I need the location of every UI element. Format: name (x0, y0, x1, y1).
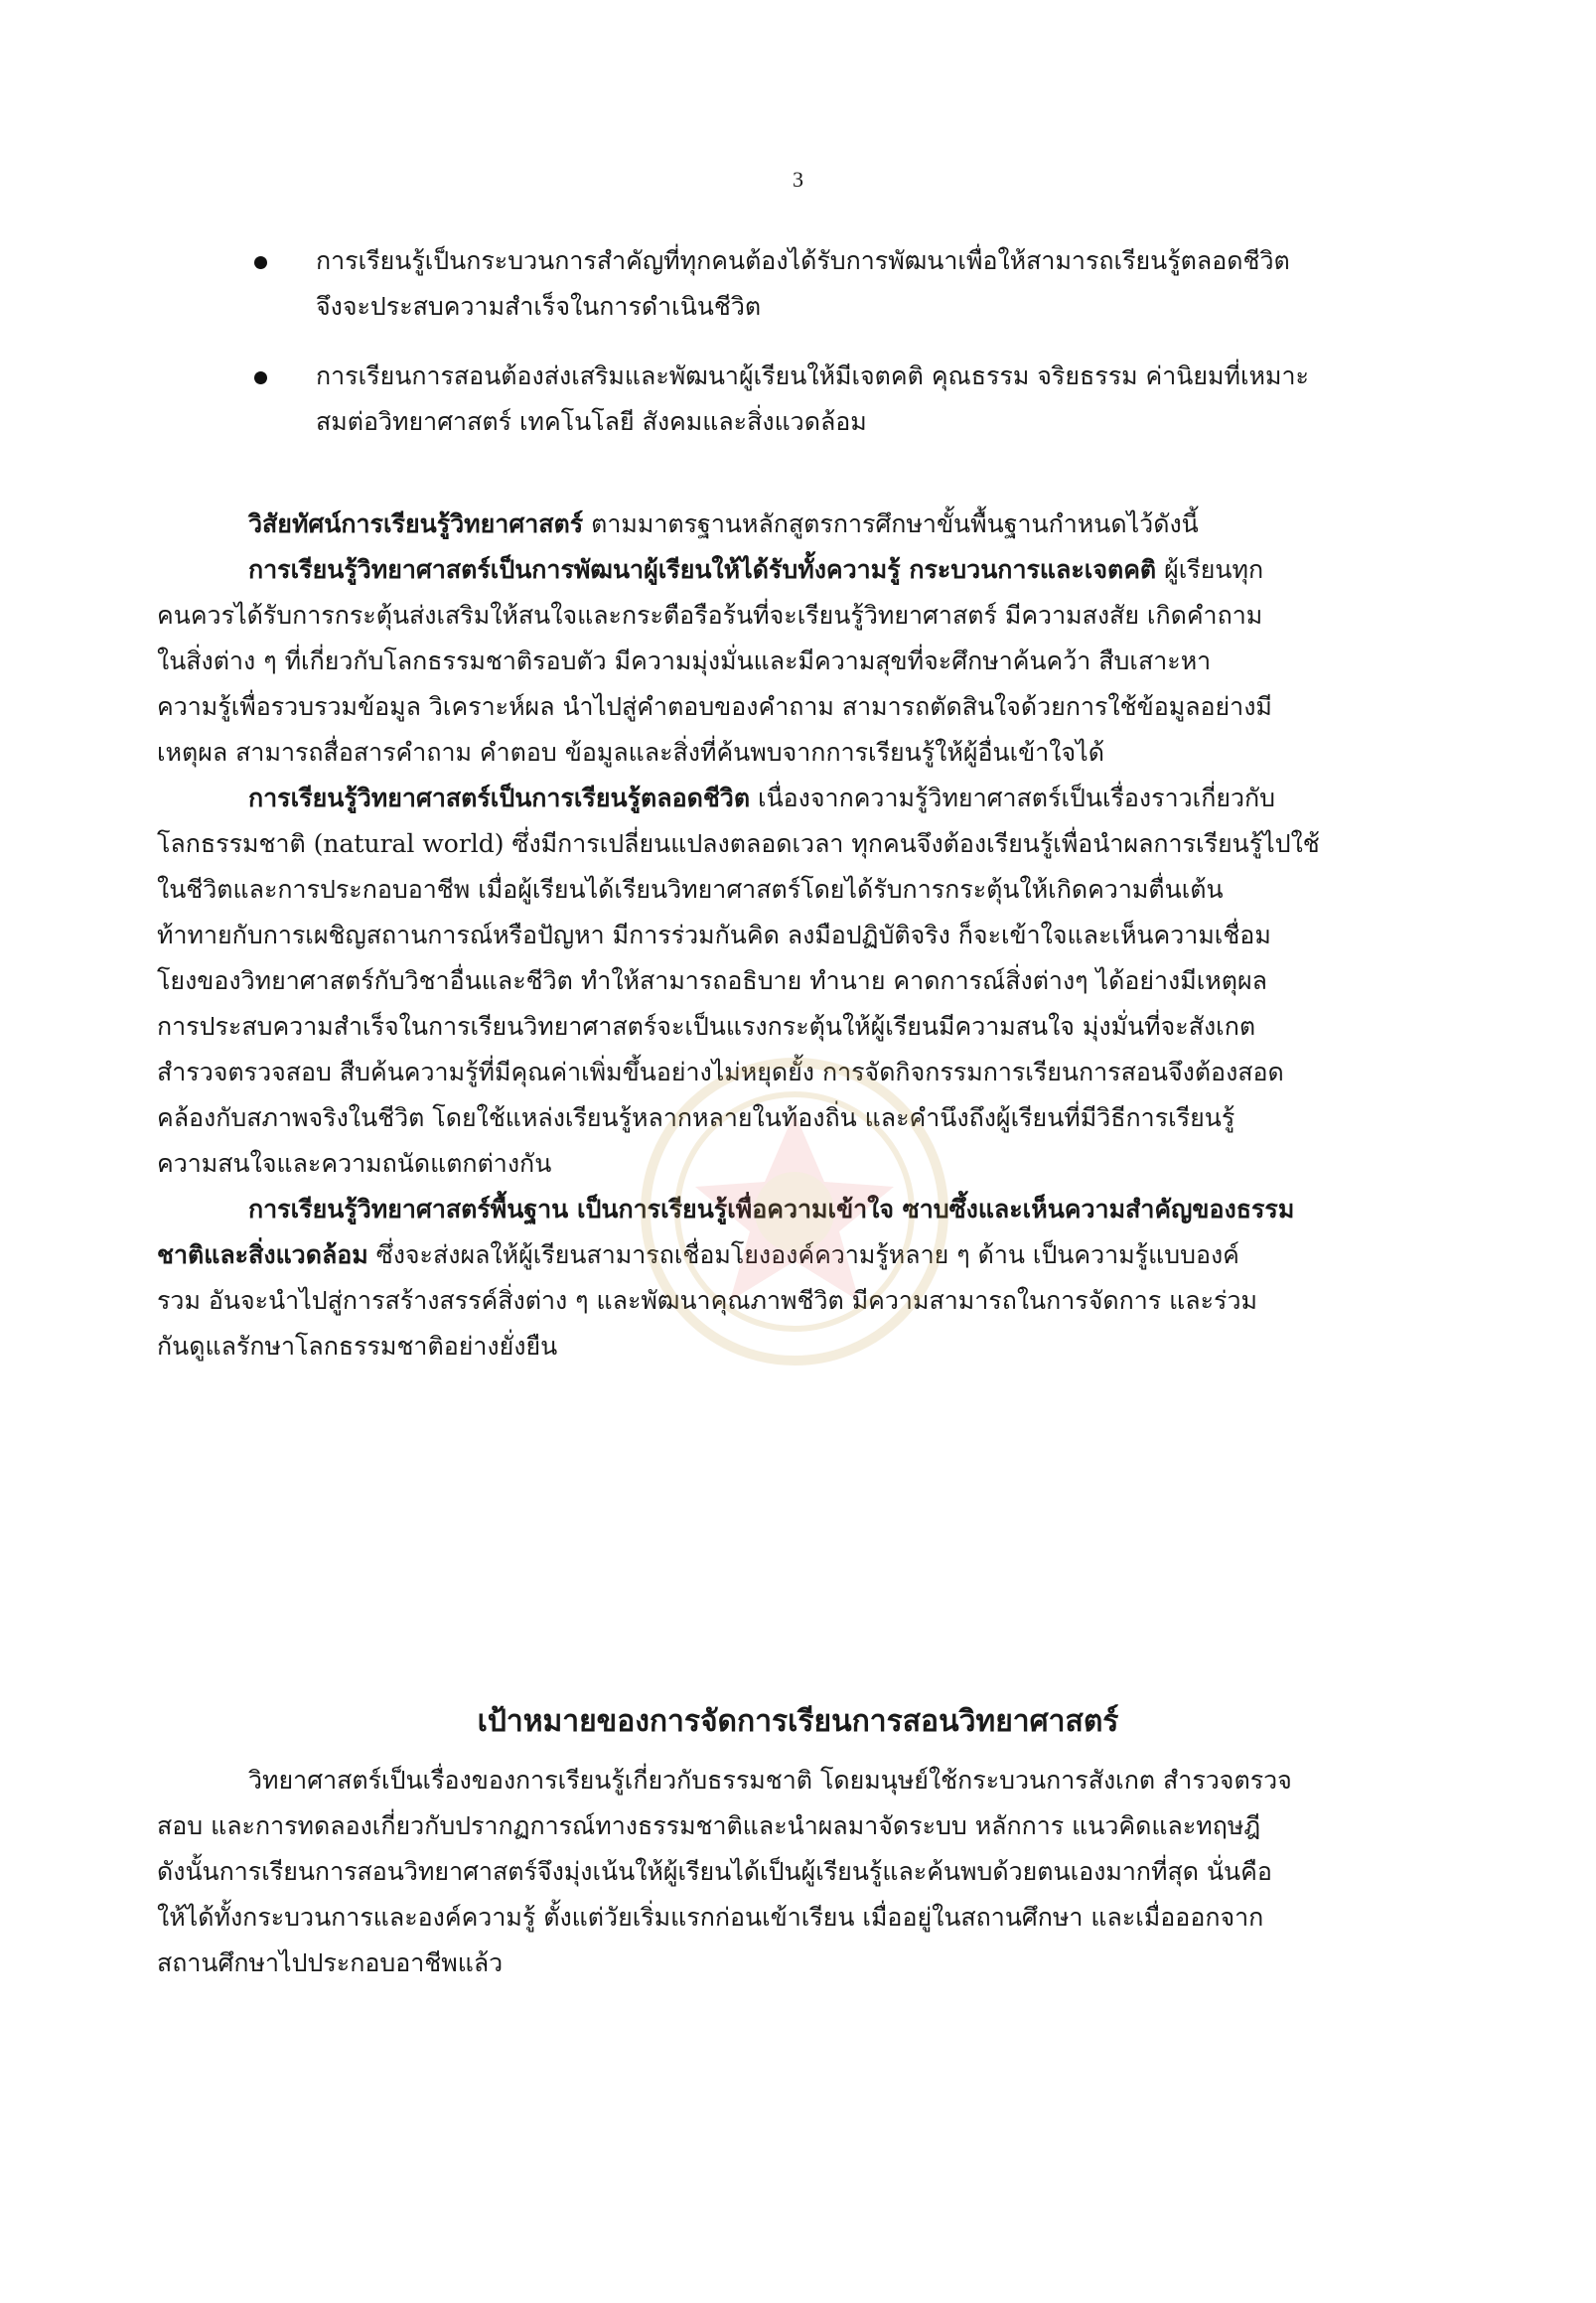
para2-line: คล้องกับสภาพจริงในชีวิต โดยใช้แหล่งเรียนรู้หลากหลายในท้องถิ่น และคำนึงถึงผู้เรียนที่มีวิธีการเรียนรู้ (157, 1103, 1235, 1132)
para1-lead-rest: ผู้เรียนทุก (1156, 555, 1264, 584)
goal-section (157, 1758, 1448, 1986)
para1-line: ในสิ่งต่าง ๆ ที่เกี่ยวกับโลกธรรมชาติรอบตัว มีความมุ่งมั่นและมีความสุขที่จะศึกษาค้นคว้า สืบเสาะหา (157, 647, 1212, 675)
para3-line: รวม อันจะนำไปสู่การสร้างสรรค์สิ่งต่าง ๆ และพัฒนาคุณภาพชีวิต มีความสามารถในการจัดการ และร่วม (157, 1286, 1257, 1315)
para2-line: การประสบความสำเร็จในการเรียนวิทยาศาสตร์จะเป็นแรงกระตุ้นให้ผู้เรียนมีความสนใจ มุ่งมั่นที่จะสังเกต (157, 1012, 1256, 1041)
para3-line2-bold: ชาติและสิ่งแวดล้อม (157, 1240, 368, 1269)
bullet-icon (254, 256, 267, 269)
para2-line: โยงของวิทยาศาสตร์กับวิชาอื่นและชีวิต ทำให้สามารถอธิบาย ทำนาย คาดการณ์สิ่งต่างๆ ได้อย่างมีเหตุผล (157, 966, 1267, 995)
goal-line: วิทยาศาสตร์เป็นเรื่องของการเรียนรู้เกี่ยวกับธรรมชาติ โดยมนุษย์ใช้กระบวนการสังเกต สำรวจตรวจ (248, 1766, 1292, 1795)
bullet-item (248, 238, 1440, 330)
para1-line: ความรู้เพื่อรวบรวมข้อมูล วิเคราะห์ผล นำไปสู่คำตอบของคำถาม สามารถตัดสินใจด้วยการใช้ข้อมูลอย่างมี (157, 692, 1272, 721)
vision-section (157, 502, 1448, 1369)
para3-line2 (157, 1232, 1448, 1278)
vision-title-rest: ตามมาตรฐานหลักสูตรการศึกษาขั้นพื้นฐานกำหนดไว้ดังนี้ (583, 509, 1199, 538)
para3-lead: การเรียนรู้วิทยาศาสตร์พื้นฐาน เป็นการเรียนรู้เพื่อความเข้าใจ ซาบซึ้งและเห็นความสำคัญของธรรม (248, 1195, 1295, 1223)
para2-lead (157, 776, 1448, 821)
para2-lead-rest: เนื่องจากความรู้วิทยาศาสตร์เป็นเรื่องราวเกี่ยวกับ (750, 784, 1276, 812)
bullet-item (248, 354, 1440, 445)
vision-title (157, 502, 1448, 547)
bullet-icon (254, 371, 267, 384)
para2-lead-bold: การเรียนรู้วิทยาศาสตร์เป็นการเรียนรู้ตลอดชีวิต (248, 784, 751, 812)
bullet-line: การเรียนรู้เป็นกระบวนการสำคัญที่ทุกคนต้องได้รับการพัฒนาเพื่อให้สามารถเรียนรู้ตลอดชีวิต (316, 246, 1290, 275)
para3-line: กันดูแลรักษาโลกธรรมชาติอย่างยั่งยืน (157, 1332, 558, 1361)
para2-line: ท้าทายกับการเผชิญสถานการณ์หรือปัญหา มีการร่วมกันคิด ลงมือปฏิบัติจริง ก็จะเข้าใจและเห็นความเชื่อม (157, 921, 1271, 949)
para1-line: เหตุผล สามารถสื่อสารคำถาม คำตอบ ข้อมูลและสิ่งที่ค้นพบจากการเรียนรู้ให้ผู้อื่นเข้าใจได้ (157, 738, 1104, 767)
goal-line: สถานศึกษาไปประกอบอาชีพแล้ว (157, 1948, 504, 1977)
vision-title-bold: วิสัยทัศน์การเรียนรู้วิทยาศาสตร์ (248, 509, 584, 538)
goal-line: สอบ และการทดลองเกี่ยวกับปรากฏการณ์ทางธรรมชาติและนำผลมาจัดระบบ หลักการ แนวคิดและทฤษฎี (157, 1811, 1261, 1840)
goal-line: ดังนั้นการเรียนการสอนวิทยาศาสตร์จึงมุ่งเน้นให้ผู้เรียนได้เป็นผู้เรียนรู้และค้นพบด้วยตนเองมากที่สุด นั่นคือ (157, 1857, 1272, 1886)
bullet-list (248, 238, 1440, 469)
goal-line: ให้ได้ทั้งกระบวนการและองค์ความรู้ ตั้งแต่วัยเริ่มแรกก่อนเข้าเรียน เมื่ออยู่ในสถานศึกษา และเมื่อออกจาก (157, 1903, 1264, 1932)
para1-line: คนควรได้รับการกระตุ้นส่งเสริมให้สนใจและกระตือรือร้นที่จะเรียนรู้วิทยาศาสตร์ มีความสงสัย เกิดคำถาม (157, 601, 1263, 630)
para2-line: ในชีวิตและการประกอบอาชีพ เมื่อผู้เรียนได้เรียนวิทยาศาสตร์โดยได้รับการกระตุ้นให้เกิดความตื่นเต้น (157, 875, 1224, 904)
bullet-line: การเรียนการสอนต้องส่งเสริมและพัฒนาผู้เรียนให้มีเจตคติ คุณธรรม จริยธรรม ค่านิยมที่เหมาะ (316, 361, 1309, 390)
bullet-line: จึงจะประสบความสำเร็จในการดำเนินชีวิต (316, 292, 762, 321)
goal-heading: เป้าหมายของการจัดการเรียนการสอนวิทยาศาสตร์ (477, 1704, 1119, 1739)
para2-line: สำรวจตรวจสอบ สืบค้นความรู้ที่มีคุณค่าเพิ่มขึ้นอย่างไม่หยุดยั้ง การจัดกิจกรรมการเรียนการสอนจึงต้องสอด (157, 1058, 1284, 1086)
para2-line: โลกธรรมชาติ (natural world) ซึ่งมีการเปลี่ยนแปลงตลอดเวลา ทุกคนจึงต้องเรียนรู้เพื่อนำผลการเรียนรู้ไปใช้ (157, 829, 1320, 858)
para1-lead (157, 547, 1448, 593)
page-number: 3 (793, 167, 803, 192)
bullet-line: สมต่อวิทยาศาสตร์ เทคโนโลยี สังคมและสิ่งแวดล้อม (316, 407, 867, 436)
para3-line2-rest: ซึ่งจะส่งผลให้ผู้เรียนสามารถเชื่อมโยงองค์ความรู้หลาย ๆ ด้าน เป็นความรู้แบบองค์ (367, 1240, 1239, 1269)
para2-line: ความสนใจและความถนัดแตกต่างกัน (157, 1149, 552, 1178)
para1-lead-bold: การเรียนรู้วิทยาศาสตร์เป็นการพัฒนาผู้เรียนให้ได้รับทั้งความรู้ กระบวนการและเจตคติ (248, 555, 1157, 584)
